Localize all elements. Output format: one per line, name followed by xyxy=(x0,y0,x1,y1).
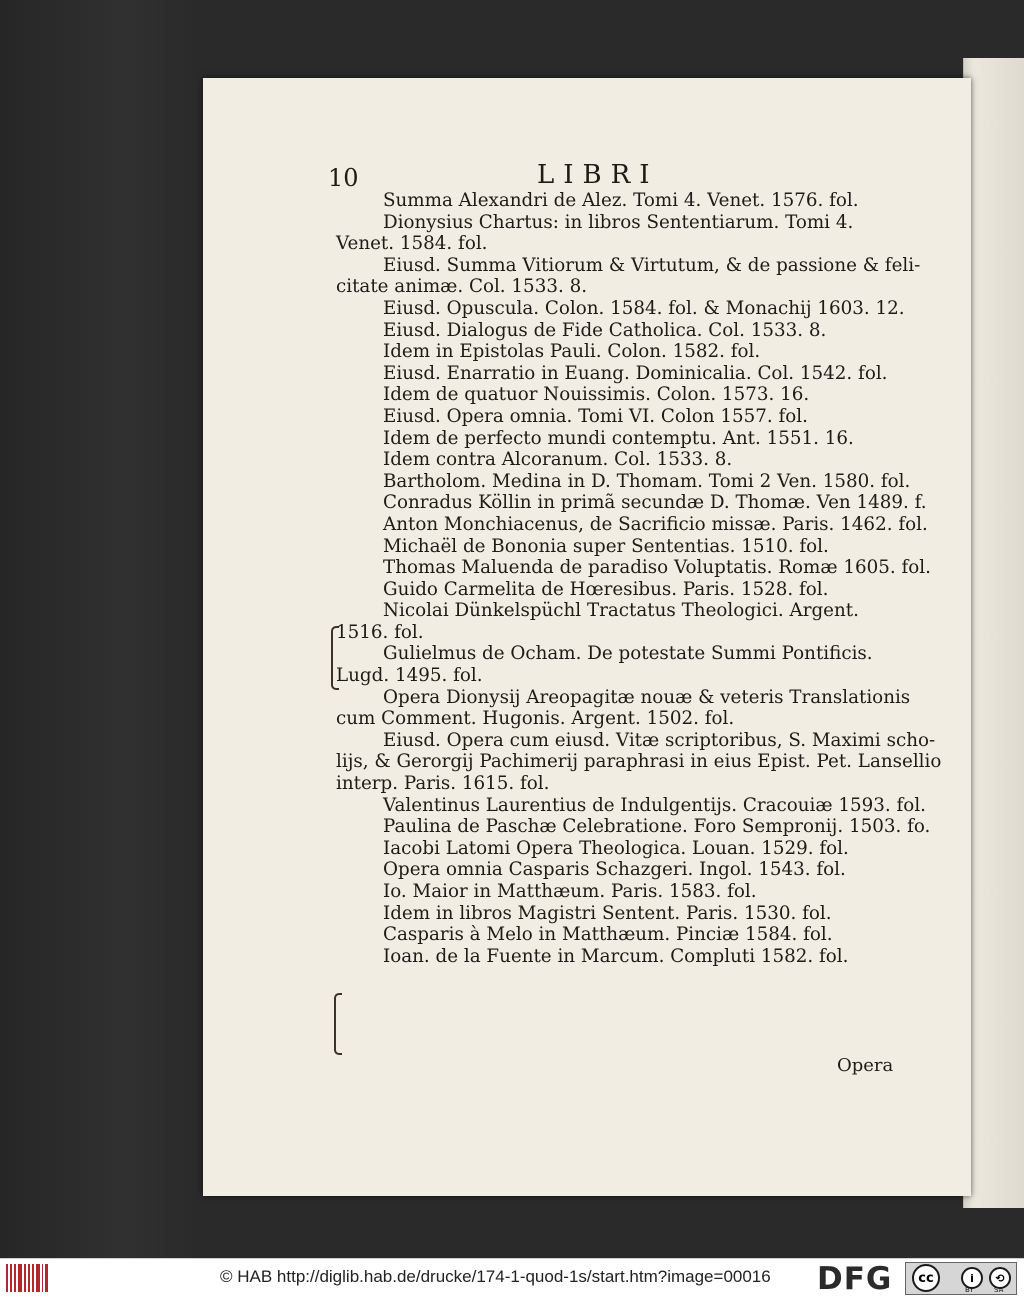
margin-bracket-mark xyxy=(334,993,342,1055)
list-entry-line: Bartholom. Medina in D. Thomam. Tomi 2 Ven. 1580. fol. xyxy=(383,470,911,492)
footer-bar xyxy=(0,1258,1024,1298)
list-entry-line: Conradus Köllin in primã secundæ D. Thomæ. Ven 1489. f. xyxy=(383,492,927,514)
list-entry-line: Casparis à Melo in Matthæum. Pinciæ 1584. fol. xyxy=(383,924,833,946)
list-entry-line: cum Comment. Hugonis. Argent. 1502. fol. xyxy=(336,708,735,730)
list-entry-line: Idem de quatuor Nouissimis. Colon. 1573. 16. xyxy=(383,384,810,406)
list-entry-line: Ioan. de la Fuente in Marcum. Compluti 1582. fol. xyxy=(383,945,849,967)
list-entry-line: citate animæ. Col. 1533. 8. xyxy=(336,276,588,298)
list-entry-line: Lugd. 1495. fol. xyxy=(336,665,483,687)
list-entry-line: Eiusd. Opera omnia. Tomi VI. Colon 1557. fol. xyxy=(383,405,808,427)
list-entry-line: Paulina de Paschæ Celebratione. Foro Sempronij. 1503. fo. xyxy=(383,816,931,838)
library-logo[interactable] xyxy=(6,1264,48,1292)
by-label: BY xyxy=(965,1286,974,1294)
list-entry-line: Idem in libros Magistri Sentent. Paris. 1530. fol. xyxy=(383,902,832,924)
list-entry-line: Venet. 1584. fol. xyxy=(336,233,488,255)
list-entry-line: Michaël de Bononia super Sententias. 1510. fol. xyxy=(383,535,829,557)
list-entry-line: Dionysius Chartus: in libros Sententiarum. Tomi 4. xyxy=(383,211,854,233)
page-number: 10 xyxy=(328,164,359,192)
list-entry-line: Idem in Epistolas Pauli. Colon. 1582. fol. xyxy=(383,341,761,363)
list-entry-line: Opera omnia Casparis Schazgeri. Ingol. 1543. fol. xyxy=(383,859,846,881)
list-entry-line: Summa Alexandri de Alez. Tomi 4. Venet. 1576. fol. xyxy=(383,190,859,211)
book-page xyxy=(203,78,971,1196)
attribution-icon: i xyxy=(961,1267,983,1289)
list-entry-line: Opera Dionysij Areopagitæ nouæ & veteris Translationis xyxy=(383,686,911,708)
dfg-logo[interactable]: DFG xyxy=(817,1261,893,1297)
list-entry-line: Anton Monchiacenus, de Sacrificio missæ. Paris. 1462. fol. xyxy=(383,513,928,535)
list-entry-line: Idem de perfecto mundi contemptu. Ant. 1551. 16. xyxy=(383,427,854,449)
list-entry-line: Thomas Maluenda de paradiso Voluptatis. Romæ 1605. fol. xyxy=(383,557,931,579)
list-entry-line: Io. Maior in Matthæum. Paris. 1583. fol. xyxy=(383,881,757,902)
list-entry-line: Iacobi Latomi Opera Theologica. Louan. 1529. fol. xyxy=(383,837,849,859)
list-entry-line: Eiusd. Opera cum eiusd. Vitæ scriptoribus, S. Maximi scho- xyxy=(383,729,936,751)
share-alike-icon: ⟲ xyxy=(989,1267,1011,1289)
adjacent-page-edge xyxy=(963,58,1024,1208)
list-entry-line: Eiusd. Summa Vitiorum & Virtutum, & de passione & feli- xyxy=(383,254,921,276)
running-head: LIBRI xyxy=(537,160,659,190)
list-entry-line: Valentinus Laurentius de Indulgentijs. Cracouiæ 1593. fol. xyxy=(383,794,926,816)
sa-label: SA xyxy=(994,1286,1004,1294)
list-entry-line: Eiusd. Enarratio in Euang. Dominicalia. Col. 1542. fol. xyxy=(383,362,888,384)
license-badge[interactable] xyxy=(905,1262,1017,1295)
list-entry-line: Guido Carmelita de Hœresibus. Paris. 1528. fol. xyxy=(383,578,829,600)
list-entry-line: Eiusd. Dialogus de Fide Catholica. Col. 1533. 8. xyxy=(383,319,827,341)
cc-icon: cc xyxy=(912,1264,940,1292)
list-entry-line: Eiusd. Opuscula. Colon. 1584. fol. & Monachij 1603. 12. xyxy=(383,297,905,319)
catchword: Opera xyxy=(837,1055,894,1076)
list-entry-line: 1516. fol. xyxy=(336,621,424,643)
book-list xyxy=(336,190,942,967)
list-entry-line: interp. Paris. 1615. fol. xyxy=(336,773,550,795)
citation-link[interactable]: © HAB http://diglib.hab.de/drucke/174-1-quod-1s/start.htm?image=00016 xyxy=(220,1267,771,1286)
list-entry-line: Gulielmus de Ocham. De potestate Summi Pontificis. xyxy=(383,643,873,665)
list-entry-line: Nicolai Dünkelspüchl Tractatus Theologici. Argent. xyxy=(383,600,859,622)
list-entry-line: lijs, & Gerorgij Pachimerij paraphrasi in eius Epist. Pet. Lansellio xyxy=(336,751,942,773)
list-entry-line: Idem contra Alcoranum. Col. 1533. 8. xyxy=(383,449,733,471)
